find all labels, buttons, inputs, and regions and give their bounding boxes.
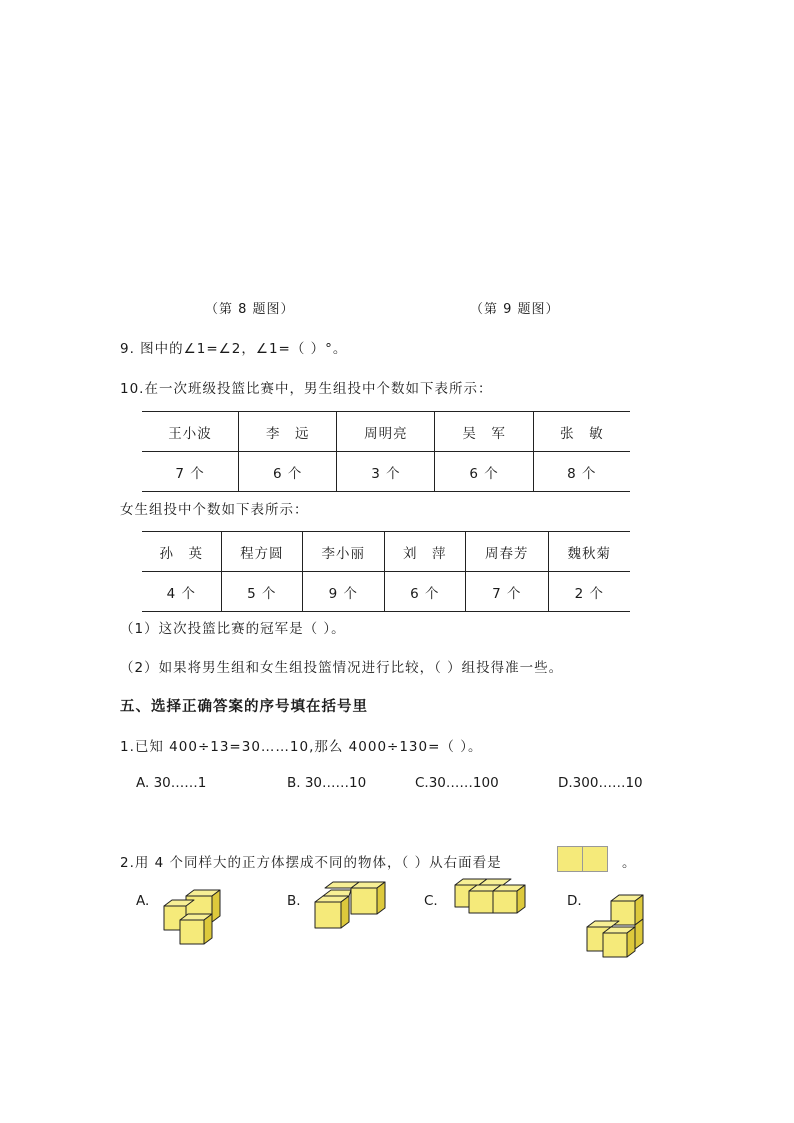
table-cell: 9 个: [303, 572, 384, 612]
table-cell: 7 个: [466, 572, 548, 612]
cube-figure-a: [160, 888, 226, 946]
girls-table-intro: 女生组投中个数如下表所示：: [120, 502, 309, 518]
option-c: C.30……100: [415, 775, 499, 791]
question-10-part-2: （2）如果将男生组和女生组投篮情况进行比较，（ ）组投得准一些。: [120, 660, 564, 676]
table-row: [142, 572, 630, 612]
option-d-label: D.: [567, 893, 582, 909]
option-b-label: B.: [287, 893, 301, 909]
figure-8-caption: （第 8 题图）: [205, 302, 295, 317]
option-a: A. 30……1: [136, 775, 207, 791]
table-cell: 3 个: [337, 452, 435, 492]
table-cell: 8 个: [533, 452, 630, 492]
cube-figure-b: [311, 880, 391, 935]
cube-figure-c: [453, 877, 527, 917]
table-cell: 5 个: [221, 572, 302, 612]
boys-score-table: [142, 411, 630, 492]
table-cell: 6 个: [239, 452, 337, 492]
right-view-figure: [557, 846, 609, 873]
table-cell: 李 远: [239, 412, 337, 452]
table-cell: 张 敏: [533, 412, 630, 452]
question-10-part-1: （1）这次投篮比赛的冠军是（ ）。: [120, 621, 346, 637]
option-c-label: C.: [424, 893, 438, 909]
table-row: [142, 412, 630, 452]
table-cell: 孙 英: [142, 532, 221, 572]
table-row: [142, 532, 630, 572]
cube-figure-d: [585, 893, 647, 959]
table-cell: 程方圆: [221, 532, 302, 572]
table-cell: 周春芳: [466, 532, 548, 572]
table-row: [142, 452, 630, 492]
question-2-end: 。: [622, 855, 637, 871]
table-cell: 李小丽: [303, 532, 384, 572]
table-cell: 7 个: [142, 452, 239, 492]
table-cell: 周明亮: [337, 412, 435, 452]
table-cell: 6 个: [435, 452, 533, 492]
table-cell: 刘 萍: [384, 532, 466, 572]
girls-score-table: [142, 531, 630, 612]
table-cell: 魏秋菊: [548, 532, 630, 572]
table-cell: 吴 军: [435, 412, 533, 452]
table-cell: 4 个: [142, 572, 221, 612]
option-d: D.300……10: [558, 775, 643, 791]
question-9: 9. 图中的∠1=∠2，∠1=（ ）°。: [120, 341, 348, 357]
table-cell: 6 个: [384, 572, 466, 612]
question-10-intro: 10.在一次班级投篮比赛中，男生组投中个数如下表所示：: [120, 381, 493, 397]
section-5-question-2: 2.用 4 个同样大的正方体摆成不同的物体，（ ）从右面看是: [120, 855, 502, 871]
table-cell: 2 个: [548, 572, 630, 612]
section-5-title: 五、选择正确答案的序号填在括号里: [120, 699, 368, 715]
table-cell: 王小波: [142, 412, 239, 452]
figure-9-caption: （第 9 题图）: [470, 302, 560, 317]
section-5-question-1: 1.已知 400÷13=30……10,那么 4000÷130=（ ）。: [120, 739, 483, 755]
option-a-label: A.: [136, 893, 150, 909]
option-b: B. 30……10: [287, 775, 367, 791]
